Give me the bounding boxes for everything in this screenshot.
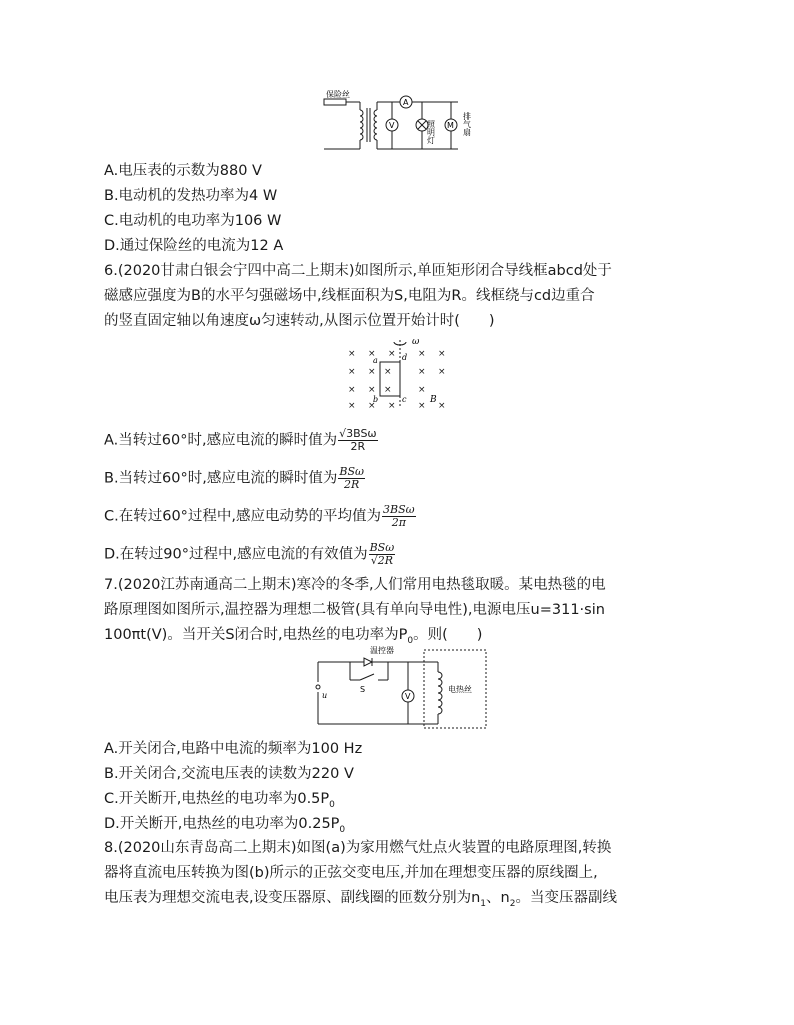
rotation-arrow [394, 342, 406, 345]
q8-line3-tail: 。当变压器副线 [515, 890, 617, 906]
q8-line3-mid: 、n [486, 890, 510, 906]
q8-stem-line-2: 器将直流电压转换为图(b)所示的正弦交变电压,并加在理想变压器的原线圈上, [104, 865, 598, 881]
field-mark: × [384, 367, 392, 377]
secondary-coil [374, 110, 377, 140]
field-mark: × [368, 401, 376, 410]
transformer-circuit-figure [318, 88, 478, 156]
q5-option-c: C.电动机的电功率为106 W [104, 213, 282, 229]
fuse-label: 保险丝 [326, 90, 350, 99]
q7-option-d [104, 814, 345, 840]
subscript: 0 [329, 799, 335, 810]
q7-option-a: A.开关闭合,电路中电流的频率为100 Hz [104, 741, 363, 757]
q7-option-c-text: C.开关断开,电热丝的电功率为0.5P [104, 791, 330, 807]
vertex-b: b [373, 395, 379, 404]
q7-stem-line-2: 路原理图如图所示,温控器为理想二极管(具有单向导电性),电源电压u=311·sin [104, 602, 605, 618]
q6-option-c [104, 504, 416, 529]
q6-option-d-text: D.在转过90°过程中,感应电流的有效值为 [104, 546, 368, 563]
diode-symbol [364, 658, 372, 666]
q7-option-b: B.开关闭合,交流电压表的读数为220 V [104, 766, 354, 782]
q6-option-c-text: C.在转过60°过程中,感应电动势的平均值为 [104, 508, 382, 525]
fraction-numerator: BSω [369, 541, 395, 554]
field-mark: × [368, 367, 376, 377]
q6-option-a-text: A.当转过60°时,感应电流的瞬时值为 [104, 432, 338, 449]
q8-line3-text: 电压表为理想交流电表,设变压器原、副线圈的匝数分别为n [104, 890, 481, 906]
field-mark: × [368, 385, 376, 395]
lamp-label: 照明灯 [426, 120, 436, 144]
fraction-denominator: 2R [344, 478, 360, 491]
field-mark: × [418, 349, 426, 359]
field-mark: × [438, 401, 446, 410]
subscript: 0 [339, 824, 346, 835]
field-mark: × [348, 401, 356, 410]
motor-letter: M [447, 121, 454, 130]
q8-stem-line-1: 8.(2020山东青岛高二上期末)如图(a)为家用燃气灶点火装置的电路原理图,转换 [104, 840, 612, 856]
subscript: 0 [407, 635, 414, 646]
vertex-c: c [402, 395, 407, 404]
primary-coil [360, 110, 363, 140]
field-b-label: B [430, 395, 437, 405]
field-mark: × [388, 401, 396, 410]
electric-blanket-circuit-figure [312, 646, 490, 730]
q7-stem-line-1: 7.(2020江苏南通高二上期末)寒冷的冬季,人们常用电热毯取暖。某电热毯的电 [104, 577, 606, 593]
switch-label: S [360, 685, 366, 694]
fraction [338, 428, 378, 453]
q7-option-d-text: D.开关断开,电热丝的电功率为0.25P [104, 816, 340, 832]
fraction-numerator: BSω [339, 465, 364, 478]
field-mark: × [438, 349, 446, 359]
voltmeter-letter: V [405, 692, 411, 701]
field-mark: × [418, 367, 426, 377]
subscript: 1 [480, 898, 487, 909]
q8-stem-line-3 [104, 888, 617, 914]
q7-line3-text: 100πt(V)。当开关S闭合时,电热丝的电功率为P [104, 627, 408, 643]
field-mark: × [388, 349, 396, 359]
q5-option-d: D.通过保险丝的电流为12 A [104, 238, 284, 254]
fraction-denominator: √2R [370, 554, 394, 567]
subscript: 2 [509, 898, 516, 909]
field-mark: × [384, 385, 392, 395]
fraction [369, 542, 396, 567]
heating-wire-label: 电热丝 [448, 685, 472, 694]
field-mark: × [438, 367, 446, 377]
rotating-loop-figure [340, 336, 460, 410]
field-mark: × [348, 349, 356, 359]
q6-stem-line-2: 磁感应强度为B的水平匀强磁场中,线框面积为S,电阻为R。线框绕与cd边重合 [104, 288, 595, 304]
q7-option-c [104, 789, 335, 815]
heating-wire-coil [438, 672, 442, 714]
fraction-denominator: 2R [350, 440, 366, 453]
q6-stem-line-1: 6.(2020甘肃白银会宁四中高二上期末)如图所示,单匝矩形闭合导线框abcd处于 [104, 263, 612, 279]
q5-option-b: B.电动机的发热功率为4 W [104, 188, 278, 204]
fraction [382, 504, 416, 529]
q6-option-a [104, 428, 378, 453]
vertex-d: d [402, 353, 408, 362]
q6-option-b-text: B.当转过60°时,感应电流的瞬时值为 [104, 470, 338, 487]
source-label: u [322, 691, 328, 700]
source-terminal [316, 685, 320, 689]
field-mark: × [368, 349, 376, 359]
q6-option-d [104, 542, 395, 567]
vertex-a: a [373, 356, 378, 365]
q7-line3-tail: 。则( ) [413, 627, 483, 643]
fraction-numerator: 3BSω [383, 503, 415, 516]
field-mark: × [348, 367, 356, 377]
q6-stem-line-3: 的竖直固定轴以角速度ω匀速转动,从图示位置开始计时( ) [104, 313, 495, 329]
field-mark: × [348, 385, 356, 395]
field-mark: × [418, 385, 426, 395]
thermostat-label: 温控器 [370, 646, 394, 655]
ammeter-letter: A [403, 98, 409, 107]
fraction-denominator: 2π [391, 516, 406, 529]
q5-option-a: A.电压表的示数为880 V [104, 163, 262, 179]
fuse-symbol [324, 99, 346, 105]
omega-label: ω [412, 337, 420, 347]
q6-option-b [104, 466, 365, 491]
fraction [338, 466, 365, 491]
voltmeter-letter: V [389, 121, 395, 130]
field-mark: × [418, 401, 426, 410]
fan-label: 排气扇 [462, 112, 472, 136]
switch-blade [360, 674, 374, 680]
fraction-numerator: √3BSω [339, 427, 377, 440]
